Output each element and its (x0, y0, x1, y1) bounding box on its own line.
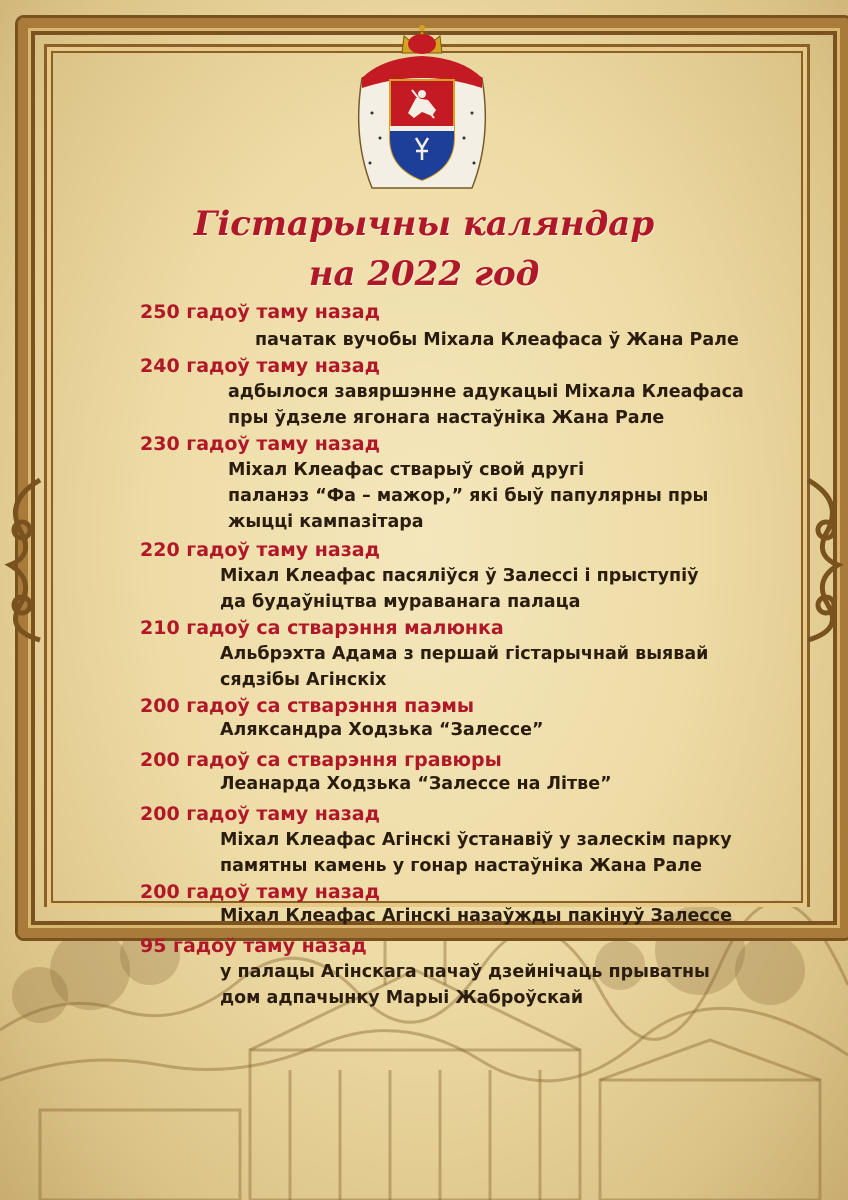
entry-heading: 200 гадоў са стварэння паэмы (140, 695, 475, 717)
entry-text: пачатак вучобы Міхала Клеафаса ў Жана Рале (255, 330, 739, 350)
entry-text: дом адпачынку Марыі Жаброўскай (220, 988, 584, 1008)
entry-heading: 200 гадоў таму назад (140, 803, 380, 825)
entry-heading: 220 гадоў таму назад (140, 539, 380, 561)
entry-text: Аляксандра Ходзька “Залессе” (220, 720, 544, 740)
entry-heading: 210 гадоў са стварэння малюнка (140, 617, 504, 639)
entry-text: паланэз “Фа – мажор,” які быў папулярны пры (228, 486, 709, 506)
entry-text: адбылося завяршэнне адукацыі Міхала Клеафаса (228, 382, 744, 402)
entry-heading: 200 гадоў таму назад (140, 881, 380, 903)
entry-text: Альбрэхта Адама з першай гістарычнай выявай (220, 644, 709, 664)
coat-of-arms-icon (342, 18, 502, 198)
page-title-line-1: Гістарычны каляндар (193, 204, 655, 244)
entry-text: Міхал Клеафас пасяліўся ў Залессі і прыступіў (220, 566, 699, 586)
entry-text: Міхал Клеафас Агінскі назаўжды пакінуў Залессе (220, 906, 733, 926)
entry-text: у палацы Агінскага пачаў дзейнічаць прыватны (220, 962, 710, 982)
entry-text: да будаўніцтва мураванага палаца (220, 592, 581, 612)
entry-text: Міхал Клеафас Агінскі ўстанавіў у залескім парку (220, 830, 732, 850)
page-title-line-2: на 2022 год (308, 254, 540, 294)
entry-heading: 230 гадоў таму назад (140, 433, 380, 455)
entry-heading: 95 гадоў таму назад (140, 935, 367, 957)
entry-text: сядзібы Агінскіх (220, 670, 387, 690)
entry-text: памятны камень у гонар настаўніка Жана Рале (220, 856, 702, 876)
entry-heading: 240 гадоў таму назад (140, 355, 380, 377)
entry-text: Леанарда Ходзька “Залессе на Літве” (220, 774, 612, 794)
entry-text: жыцці кампазітара (228, 512, 424, 532)
entry-text: Міхал Клеафас стварыў свой другі (228, 460, 585, 480)
scroll-ornament-left-icon (0, 470, 50, 650)
entry-heading: 250 гадоў таму назад (140, 301, 380, 323)
entry-text: пры ўдзеле ягонага настаўніка Жана Рале (228, 408, 665, 428)
scroll-ornament-right-icon (798, 470, 848, 650)
entry-heading: 200 гадоў са стварэння гравюры (140, 749, 502, 771)
